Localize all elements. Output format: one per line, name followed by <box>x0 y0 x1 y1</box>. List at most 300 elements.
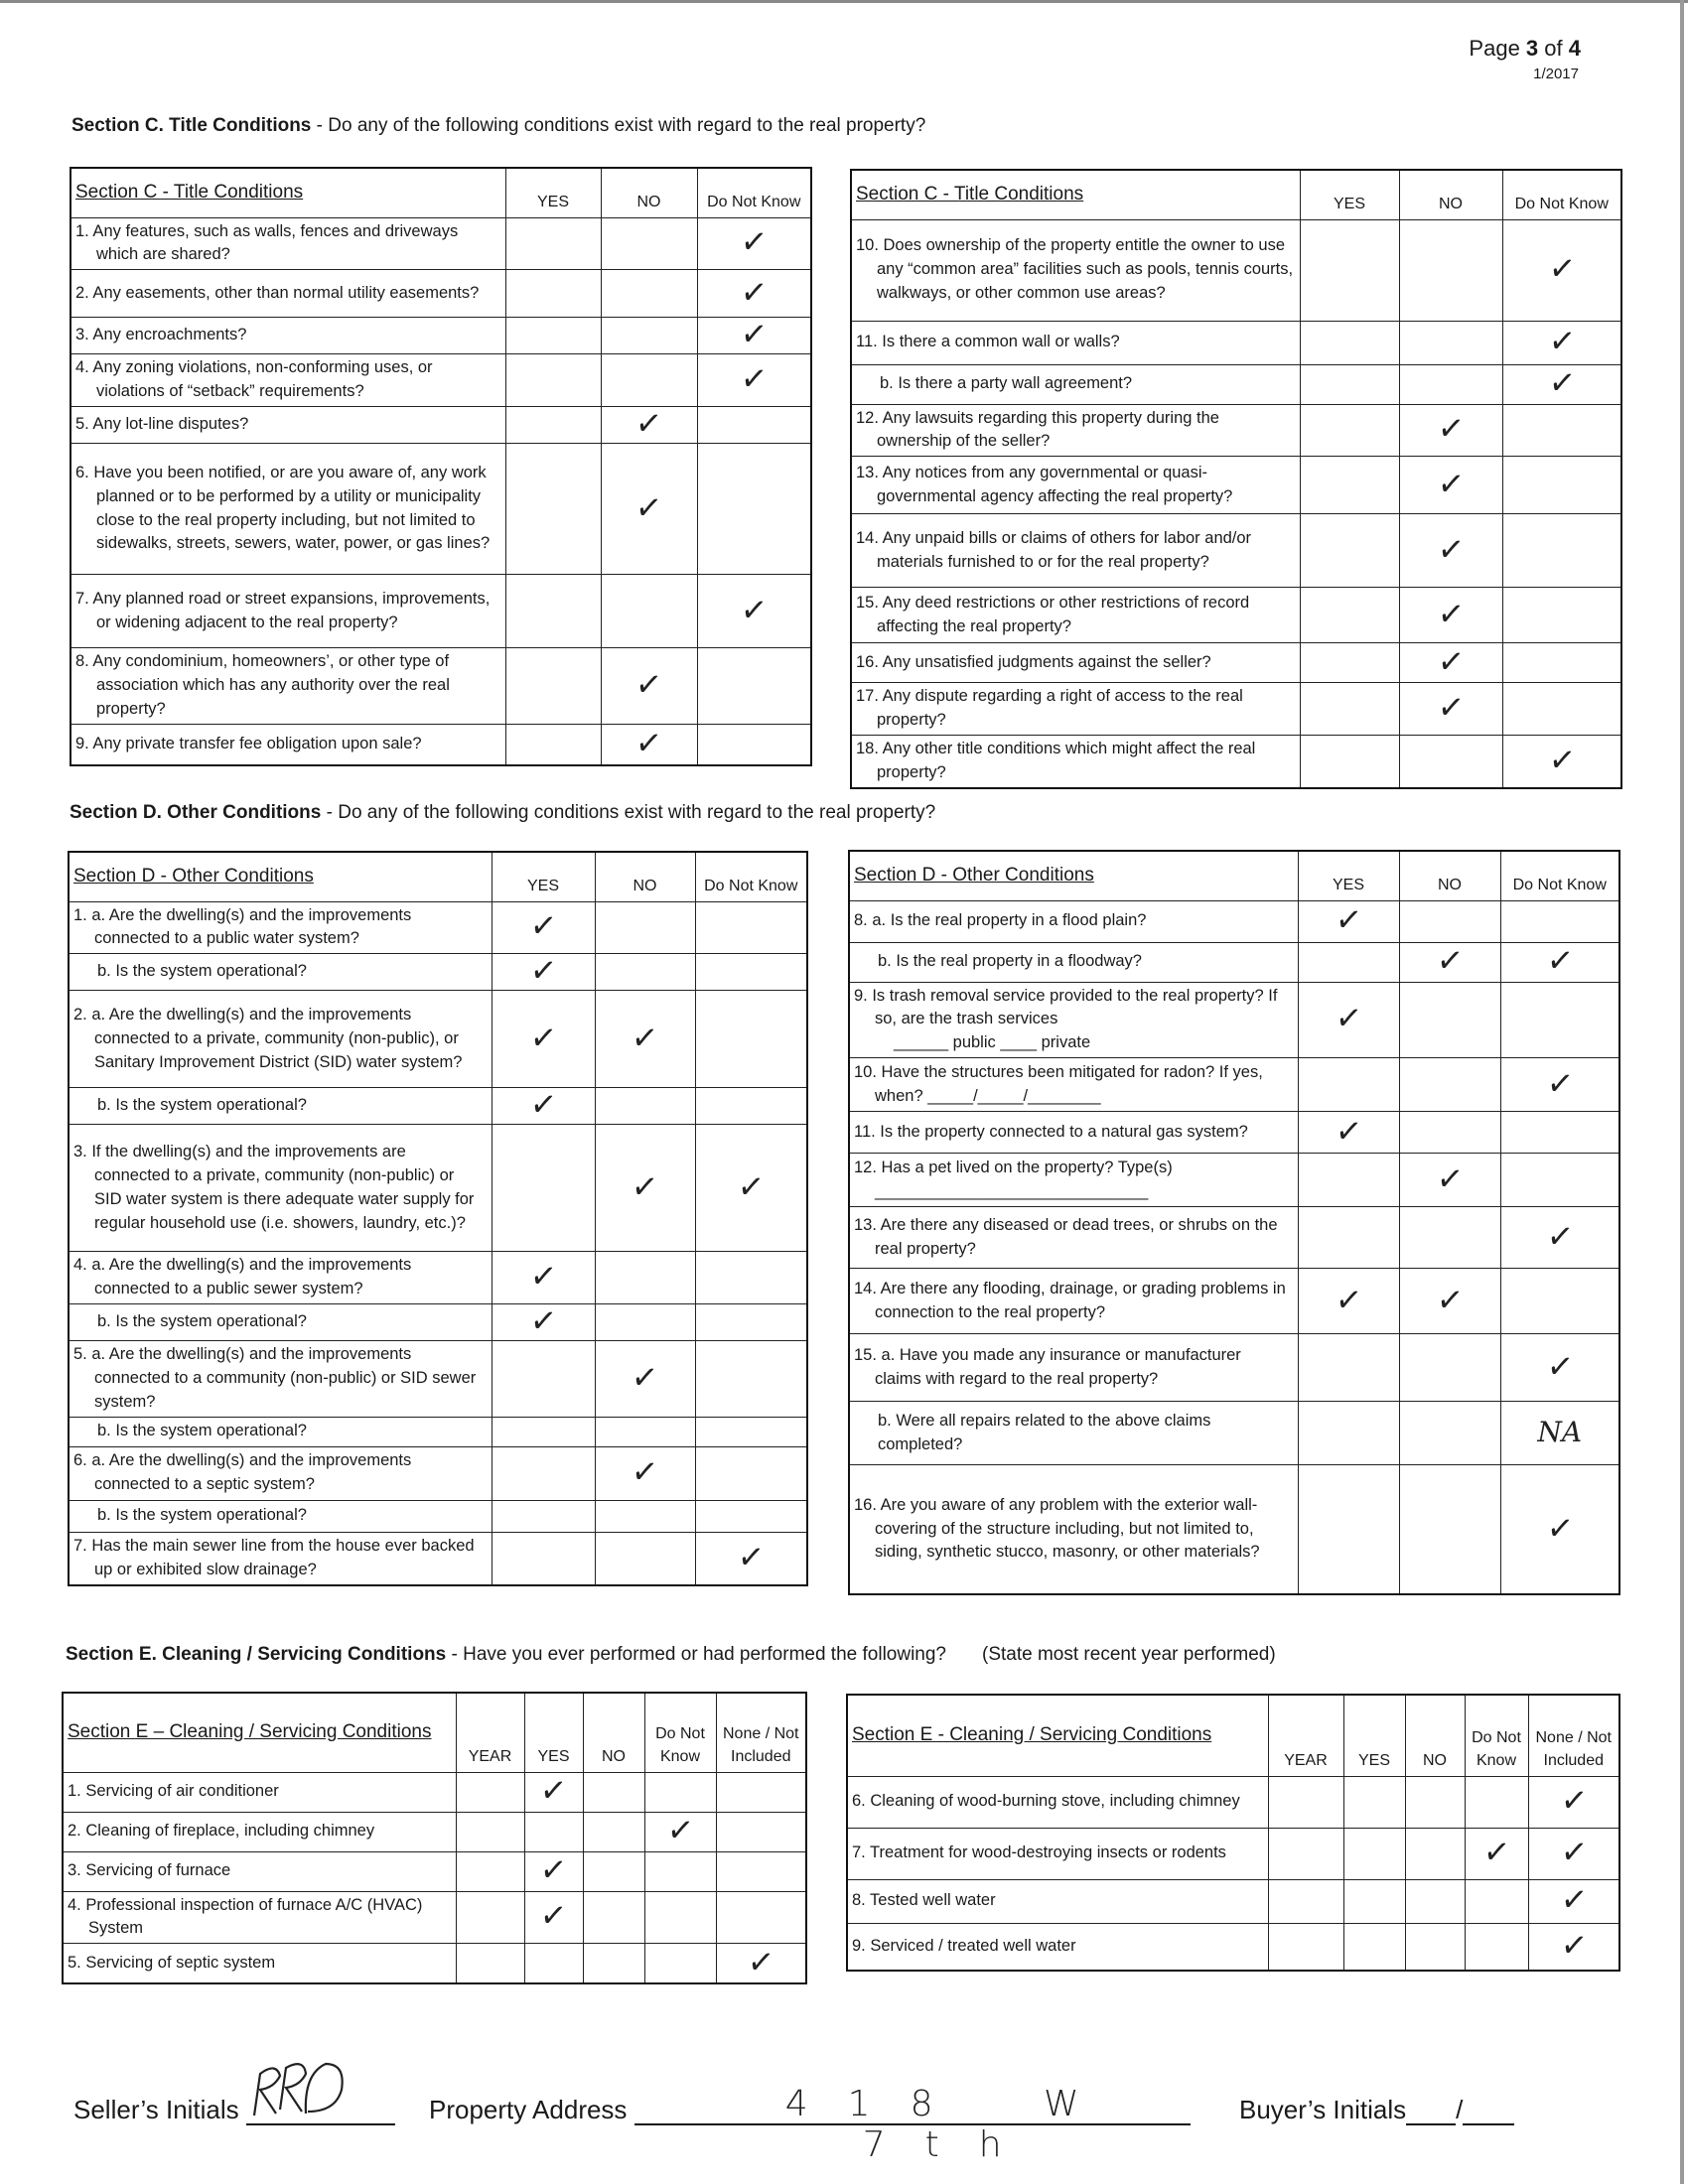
question-label: 14. Are there any flooding, drainage, or grading problems in connection to the real property? <box>854 1279 1286 1321</box>
question-text <box>847 1828 1268 1879</box>
answer-cell[interactable] <box>1399 588 1502 643</box>
answer-cell[interactable] <box>697 407 811 444</box>
question-text <box>70 724 505 765</box>
question-label: 12. Has a pet lived on the property? Type(s) ______________________________ <box>854 1158 1173 1200</box>
answer-cell[interactable] <box>1500 1154 1619 1207</box>
question-label: 6. Cleaning of wood-burning stove, including chimney <box>852 1792 1240 1811</box>
answer-cell[interactable] <box>716 1941 806 1984</box>
answer-cell[interactable] <box>505 270 601 318</box>
answer-cell[interactable] <box>1298 1154 1399 1207</box>
answer-cell[interactable] <box>1500 939 1619 983</box>
title-condition-row <box>70 217 811 270</box>
answer-cell[interactable] <box>1268 1828 1343 1879</box>
other-condition-row <box>69 1125 807 1252</box>
title-condition-row <box>851 364 1621 404</box>
check-mark: ✓ <box>1435 640 1467 684</box>
buyer-initials-label: Buyer’s Initials <box>1239 2095 1407 2124</box>
answer-cell[interactable] <box>697 648 811 725</box>
check-mark: ✓ <box>633 402 664 446</box>
answer-cell[interactable] <box>595 1446 695 1500</box>
title-condition-row <box>70 318 811 354</box>
answer-cell[interactable] <box>1399 736 1502 788</box>
top-border <box>0 0 1688 3</box>
other-condition-row <box>849 982 1619 1058</box>
answer-cell[interactable] <box>492 1299 595 1343</box>
check-mark: ✓ <box>538 1848 569 1892</box>
answer-cell[interactable] <box>583 1944 644 1983</box>
answer-cell[interactable] <box>1502 683 1621 736</box>
answer-cell[interactable] <box>1399 321 1502 364</box>
answer-cell[interactable] <box>595 1500 695 1532</box>
answer-cell[interactable] <box>595 991 695 1088</box>
title-condition-row <box>70 407 811 444</box>
answer-cell[interactable] <box>1399 1207 1500 1269</box>
question-label: 4. Any zoning violations, non-conforming uses, or violations of “setback” requirements? <box>75 358 433 401</box>
section-d-left-table <box>68 851 808 1586</box>
answer-cell[interactable] <box>1298 1058 1399 1112</box>
answer-cell[interactable] <box>492 1125 595 1252</box>
question-label: 14. Any unpaid bills or claims of others for labor and/or materials furnished to or for the real property? <box>856 528 1252 571</box>
question-text <box>70 354 505 407</box>
servicing-condition-row <box>63 1851 806 1891</box>
other-condition-row <box>69 1500 807 1532</box>
answer-cell[interactable] <box>644 1944 716 1983</box>
answer-cell[interactable] <box>456 1812 524 1851</box>
property-address-field[interactable] <box>634 2084 1191 2165</box>
question-text <box>849 1058 1298 1112</box>
question-text <box>69 1340 492 1417</box>
answer-cell[interactable] <box>1528 1776 1619 1828</box>
answer-cell[interactable] <box>595 1304 695 1341</box>
check-mark: ✓ <box>527 1299 559 1343</box>
answer-cell[interactable] <box>505 648 601 725</box>
column-header: YEAR <box>1268 1695 1343 1776</box>
question-label: 9. Is trash removal service provided to the real property? If so, are the trash services <box>854 986 1278 1028</box>
check-mark: ✓ <box>1333 997 1364 1041</box>
answer-cell[interactable] <box>716 1812 806 1851</box>
answer-cell[interactable] <box>697 217 811 270</box>
question-label: 7. Has the main sewer line from the house ever backed up or exhibited slow drainage? <box>73 1536 475 1578</box>
answer-cell[interactable] <box>1343 1923 1405 1971</box>
column-header: YEAR <box>456 1693 524 1772</box>
question-label: 12. Any lawsuits regarding this property during the ownership of the seller? <box>856 408 1219 451</box>
answer-cell[interactable] <box>601 444 697 575</box>
answer-cell[interactable] <box>583 1812 644 1851</box>
answer-cell[interactable] <box>1300 643 1399 683</box>
check-mark: ✓ <box>1546 361 1578 405</box>
section-d-heading: Section D. Other Conditions - Do any of the following conditions exist with regard to the real property? <box>70 802 936 823</box>
check-mark: ✓ <box>538 1894 569 1939</box>
answer-cell[interactable] <box>695 1417 807 1446</box>
answer-cell[interactable] <box>1528 1879 1619 1923</box>
answer-cell[interactable] <box>524 1769 583 1813</box>
answer-cell[interactable] <box>505 217 601 270</box>
question-text <box>70 318 505 354</box>
na-mark: NA <box>1537 1416 1583 1449</box>
answer-cell[interactable] <box>456 1772 524 1812</box>
answer-cell[interactable] <box>524 1944 583 1983</box>
question-label: 6. Have you been notified, or are you aware of, any work planned or to be performed by a utility or municipality close to the real property including, but not limited to sidewalks, streets, sewers, water, power, or gas lines? <box>75 463 491 553</box>
other-condition-row <box>69 1532 807 1584</box>
answer-cell[interactable] <box>601 217 697 270</box>
section-c-left-table <box>70 167 812 766</box>
answer-cell[interactable] <box>697 724 811 765</box>
answer-cell[interactable] <box>505 407 601 444</box>
buyer-initials-field-1[interactable] <box>1406 2102 1456 2125</box>
check-mark: ✓ <box>738 588 770 632</box>
answer-cell[interactable] <box>1298 900 1399 942</box>
column-header: YES <box>505 168 601 217</box>
answer-cell[interactable] <box>1500 1269 1619 1334</box>
answer-cell[interactable] <box>1300 219 1399 321</box>
answer-cell[interactable] <box>1399 683 1502 736</box>
answer-cell[interactable] <box>1268 1776 1343 1828</box>
answer-cell[interactable] <box>1399 939 1500 983</box>
answer-cell[interactable] <box>1399 364 1502 404</box>
answer-cell[interactable] <box>601 318 697 354</box>
servicing-condition-row <box>847 1828 1619 1879</box>
answer-cell[interactable] <box>697 313 811 356</box>
check-mark: ✓ <box>1434 939 1466 983</box>
question-label: 17. Any dispute regarding a right of access to the real property? <box>856 687 1243 730</box>
answer-cell[interactable] <box>595 954 695 991</box>
answer-cell[interactable] <box>1502 219 1621 321</box>
column-header: Do Not Know <box>1465 1695 1528 1776</box>
answer-cell[interactable] <box>1500 1058 1619 1112</box>
answer-cell[interactable] <box>1399 900 1500 942</box>
answer-cell[interactable] <box>1300 364 1399 404</box>
answer-cell[interactable] <box>716 1891 806 1944</box>
check-mark: ✓ <box>1558 1878 1590 1922</box>
other-condition-row <box>849 942 1619 982</box>
answer-cell[interactable] <box>1502 643 1621 683</box>
check-mark: ✓ <box>633 485 664 530</box>
answer-cell[interactable] <box>1399 1154 1500 1207</box>
answer-cell[interactable] <box>595 1125 695 1252</box>
page-number: Page 3 of 4 <box>1469 36 1581 61</box>
answer-cell[interactable] <box>1405 1923 1465 1971</box>
answer-cell[interactable] <box>1502 514 1621 588</box>
question-text <box>849 1269 1298 1334</box>
question-label: 7. Any planned road or street expansions, improvements, or widening adjacent to the real property? <box>75 589 491 631</box>
section-d-right-table <box>848 850 1620 1595</box>
answer-cell[interactable] <box>1465 1879 1528 1923</box>
question-text <box>70 575 505 648</box>
answer-cell[interactable] <box>595 901 695 954</box>
title-condition-row <box>851 683 1621 736</box>
answer-cell[interactable] <box>695 1125 807 1252</box>
answer-cell[interactable] <box>492 1340 595 1417</box>
answer-cell[interactable] <box>1500 900 1619 942</box>
answer-cell[interactable] <box>1502 361 1621 405</box>
answer-cell[interactable] <box>505 575 601 648</box>
answer-cell[interactable] <box>492 1417 595 1446</box>
column-header: NO <box>1399 170 1502 219</box>
question-label: 8. a. Is the real property in a flood plain? <box>854 911 1147 930</box>
question-text <box>69 901 492 954</box>
answer-cell[interactable] <box>697 354 811 407</box>
buyer-initials-field-2[interactable] <box>1463 2102 1514 2125</box>
check-mark: ✓ <box>735 1165 767 1209</box>
column-header: Do Not Know <box>644 1693 716 1772</box>
answer-cell[interactable] <box>1528 1923 1619 1971</box>
check-mark: ✓ <box>527 1083 559 1127</box>
answer-cell[interactable] <box>524 1848 583 1892</box>
answer-cell[interactable] <box>583 1772 644 1812</box>
answer-cell[interactable] <box>1465 1828 1528 1879</box>
title-condition-row <box>70 270 811 318</box>
answer-cell[interactable] <box>595 1252 695 1304</box>
answer-cell[interactable] <box>1399 982 1500 1058</box>
answer-cell[interactable] <box>601 575 697 648</box>
column-header: Do Not Know <box>1500 851 1619 900</box>
answer-cell[interactable] <box>1298 982 1399 1058</box>
title-condition-row <box>851 643 1621 683</box>
answer-cell[interactable] <box>456 1891 524 1944</box>
answer-cell[interactable] <box>1500 1207 1619 1269</box>
column-header: YES <box>492 852 595 901</box>
answer-cell[interactable] <box>1405 1879 1465 1923</box>
section-c-heading: Section C. Title Conditions - Do any of the following conditions exist with regard to the real property? <box>71 115 926 136</box>
question-label: 16. Are you aware of any problem with the exterior wall-covering of the structure including, but not limited to, siding, synthetic stucco, masonry, or other materials? <box>854 1495 1260 1562</box>
question-label: 1. a. Are the dwelling(s) and the improvements connected to a public water system? <box>73 905 412 948</box>
answer-cell[interactable] <box>492 901 595 954</box>
answer-cell[interactable] <box>1500 1465 1619 1594</box>
other-condition-row <box>69 1446 807 1500</box>
answer-cell[interactable] <box>492 1532 595 1584</box>
check-mark: ✓ <box>538 1769 569 1813</box>
answer-cell[interactable] <box>644 1891 716 1944</box>
question-text <box>63 1812 456 1851</box>
question-text <box>70 648 505 725</box>
check-mark: ✓ <box>1546 739 1578 782</box>
answer-cell[interactable] <box>524 1812 583 1851</box>
question-label: 8. Any condominium, homeowners’, or other type of association which has any authority over the real property? <box>75 652 450 718</box>
answer-cell[interactable] <box>1399 219 1502 321</box>
question-label: 10. Does ownership of the property entitle the owner to use any “common area” facilities such as pools, tennis courts, walkways, or other common use areas? <box>856 236 1294 302</box>
answer-cell[interactable] <box>1399 640 1502 684</box>
answer-cell[interactable] <box>1399 404 1502 457</box>
check-mark: ✓ <box>738 313 770 356</box>
servicing-condition-row <box>63 1944 806 1983</box>
answer-cell[interactable] <box>492 949 595 993</box>
question-text <box>69 1088 492 1125</box>
table-title: Section C - Title Conditions <box>851 170 1300 219</box>
question-label: 5. a. Are the dwelling(s) and the improvements connected to a community (non-public) or SID sewer system? <box>73 1344 477 1411</box>
answer-cell[interactable] <box>595 1417 695 1446</box>
answer-cell[interactable] <box>644 1809 716 1852</box>
answer-cell[interactable] <box>1298 1207 1399 1269</box>
seller-initials-field[interactable] <box>246 2102 395 2125</box>
table-title: Section C - Title Conditions <box>70 168 505 217</box>
question-text <box>849 982 1298 1058</box>
answer-cell[interactable] <box>1298 1465 1399 1594</box>
answer-cell[interactable] <box>1300 457 1399 514</box>
check-mark: ✓ <box>738 220 770 265</box>
answer-cell[interactable] <box>1399 1334 1500 1402</box>
other-condition-row <box>849 1402 1619 1465</box>
question-label: 15. a. Have you made any insurance or manufacturer claims with regard to the real property? <box>854 1345 1241 1388</box>
answer-cell[interactable] <box>1399 457 1502 514</box>
question-label: 9. Any private transfer fee obligation upon sale? <box>75 735 422 753</box>
check-mark: ✓ <box>1544 939 1576 983</box>
question-text <box>69 1304 492 1341</box>
check-mark: ✓ <box>527 1017 559 1060</box>
answer-cell[interactable] <box>1502 321 1621 364</box>
question-text <box>851 588 1300 643</box>
question-label: 8. Tested well water <box>852 1891 996 1910</box>
question-text <box>69 1125 492 1252</box>
answer-cell[interactable] <box>601 648 697 725</box>
column-header: NO <box>1399 851 1500 900</box>
answer-cell[interactable] <box>1268 1923 1343 1971</box>
answer-cell[interactable] <box>695 1088 807 1125</box>
answer-cell[interactable] <box>492 1500 595 1532</box>
answer-cell[interactable] <box>716 1772 806 1812</box>
title-condition-row <box>70 575 811 648</box>
other-condition-row <box>849 1269 1619 1334</box>
question-text <box>849 1465 1298 1594</box>
answer-cell[interactable] <box>1528 1828 1619 1879</box>
answer-cell[interactable] <box>1500 1334 1619 1402</box>
answer-cell[interactable] <box>1300 514 1399 588</box>
check-mark: ✓ <box>1333 1279 1364 1322</box>
answer-cell[interactable] <box>1300 736 1399 788</box>
answer-cell[interactable] <box>695 954 807 991</box>
question-text <box>849 1112 1298 1154</box>
answer-cell[interactable] <box>1298 942 1399 982</box>
question-label: 3. If the dwelling(s) and the improvements are connected to a private, community (non-public) or SID water system is there adequate water supply for regular household use (i.e. showers, laundry, etc.)? <box>73 1142 475 1232</box>
question-text <box>847 1879 1268 1923</box>
answer-cell[interactable] <box>1343 1828 1405 1879</box>
answer-cell[interactable] <box>695 991 807 1088</box>
answer-cell[interactable] <box>1500 1402 1619 1465</box>
answer-cell[interactable] <box>601 270 697 318</box>
answer-cell[interactable] <box>456 1851 524 1891</box>
answer-cell[interactable] <box>492 991 595 1088</box>
answer-cell[interactable] <box>1405 1776 1465 1828</box>
answer-cell[interactable] <box>505 318 601 354</box>
answer-cell[interactable] <box>595 1340 695 1417</box>
check-mark: ✓ <box>1434 1279 1466 1322</box>
answer-cell[interactable] <box>505 354 601 407</box>
column-header: NO <box>601 168 697 217</box>
question-text <box>849 942 1298 982</box>
title-condition-row <box>851 588 1621 643</box>
answer-cell[interactable] <box>1399 514 1502 588</box>
answer-cell[interactable] <box>601 402 697 446</box>
answer-cell[interactable] <box>601 354 697 407</box>
answer-cell[interactable] <box>1502 588 1621 643</box>
answer-cell[interactable] <box>1502 404 1621 457</box>
answer-cell[interactable] <box>1502 736 1621 788</box>
answer-cell[interactable] <box>1405 1828 1465 1879</box>
answer-cell[interactable] <box>695 1252 807 1304</box>
question-text <box>69 1417 492 1446</box>
answer-cell[interactable] <box>1502 457 1621 514</box>
question-label: 4. a. Are the dwelling(s) and the improvements connected to a public sewer system? <box>73 1256 412 1298</box>
answer-cell[interactable] <box>505 444 601 575</box>
answer-cell[interactable] <box>1298 1402 1399 1465</box>
question-label: 13. Are there any diseased or dead trees, or shrubs on the real property? <box>854 1215 1278 1258</box>
answer-cell[interactable] <box>1399 1112 1500 1154</box>
answer-cell[interactable] <box>524 1891 583 1944</box>
answer-cell[interactable] <box>1268 1879 1343 1923</box>
answer-cell[interactable] <box>456 1944 524 1983</box>
answer-cell[interactable] <box>1399 1058 1500 1112</box>
answer-cell[interactable] <box>1298 1112 1399 1154</box>
answer-cell[interactable] <box>492 1083 595 1127</box>
question-label: 3. Any encroachments? <box>75 326 247 344</box>
title-condition-row <box>851 457 1621 514</box>
answer-cell[interactable] <box>583 1851 644 1891</box>
question-label: 1. Any features, such as walls, fences and driveways which are shared? <box>75 221 459 264</box>
answer-cell[interactable] <box>695 1304 807 1341</box>
answer-cell[interactable] <box>697 444 811 575</box>
check-mark: ✓ <box>664 1809 696 1852</box>
servicing-condition-row <box>847 1879 1619 1923</box>
answer-cell[interactable] <box>1298 1334 1399 1402</box>
question-label: 1. Servicing of air conditioner <box>68 1782 279 1801</box>
check-mark: ✓ <box>630 1450 660 1494</box>
form-date: 1/2017 <box>1533 66 1579 82</box>
answer-cell[interactable] <box>492 1446 595 1500</box>
property-address <box>429 2084 1191 2165</box>
answer-cell[interactable] <box>1298 1269 1399 1334</box>
answer-cell[interactable] <box>695 1532 807 1584</box>
answer-cell[interactable] <box>697 270 811 318</box>
check-mark: ✓ <box>1333 1110 1364 1154</box>
answer-cell[interactable] <box>1399 1465 1500 1594</box>
answer-cell[interactable] <box>644 1851 716 1891</box>
answer-cell[interactable] <box>1399 1269 1500 1334</box>
question-text <box>63 1944 456 1983</box>
answer-cell[interactable] <box>716 1851 806 1891</box>
answer-cell[interactable] <box>1500 982 1619 1058</box>
answer-cell[interactable] <box>601 724 697 765</box>
answer-cell[interactable] <box>583 1891 644 1944</box>
title-condition-row <box>70 354 811 407</box>
question-label: b. Is the system operational? <box>97 1506 307 1525</box>
answer-cell[interactable] <box>1465 1776 1528 1828</box>
answer-cell[interactable] <box>1300 321 1399 364</box>
answer-cell[interactable] <box>1343 1879 1405 1923</box>
answer-cell[interactable] <box>1300 588 1399 643</box>
servicing-condition-row <box>847 1776 1619 1828</box>
answer-cell[interactable] <box>1500 1112 1619 1154</box>
answer-cell[interactable] <box>644 1772 716 1812</box>
answer-cell[interactable] <box>595 1532 695 1584</box>
check-mark: ✓ <box>1480 1831 1512 1874</box>
answer-cell[interactable] <box>595 1088 695 1125</box>
answer-cell[interactable] <box>1399 1402 1500 1465</box>
answer-cell[interactable] <box>1465 1923 1528 1971</box>
answer-cell[interactable] <box>695 1340 807 1417</box>
answer-cell[interactable] <box>492 1252 595 1304</box>
answer-cell[interactable] <box>1343 1776 1405 1828</box>
other-condition-row <box>69 1252 807 1304</box>
answer-cell[interactable] <box>1300 404 1399 457</box>
answer-cell[interactable] <box>695 1500 807 1532</box>
answer-cell[interactable] <box>695 901 807 954</box>
answer-cell[interactable] <box>505 724 601 765</box>
answer-cell[interactable] <box>1300 683 1399 736</box>
answer-cell[interactable] <box>697 575 811 648</box>
question-label: 9. Serviced / treated well water <box>852 1936 1076 1955</box>
question-label: 11. Is the property connected to a natural gas system? <box>854 1122 1248 1141</box>
answer-cell[interactable] <box>695 1446 807 1500</box>
check-mark: ✓ <box>1558 1924 1590 1968</box>
